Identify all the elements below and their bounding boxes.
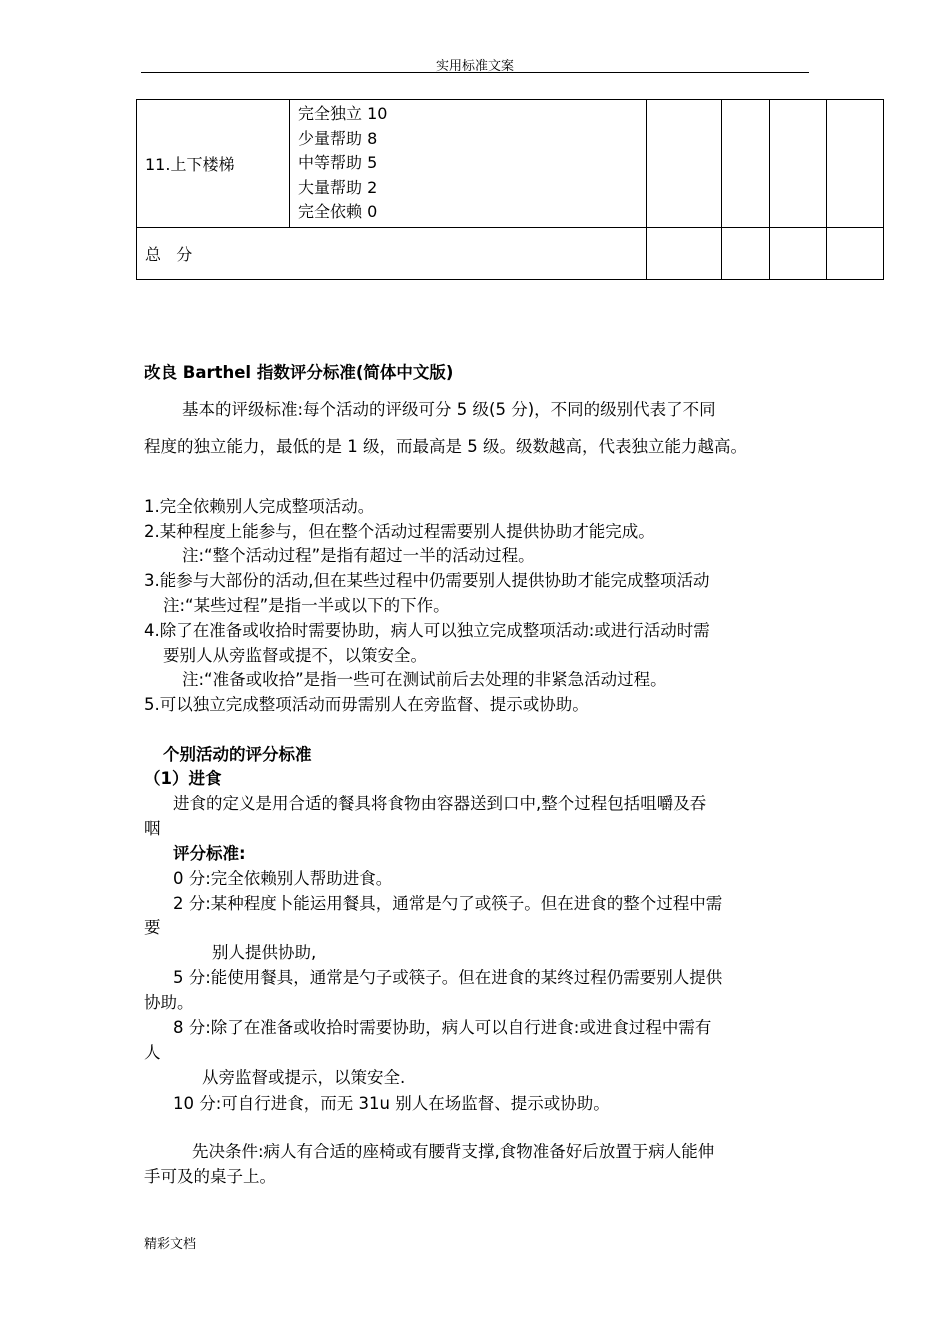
table-row bbox=[137, 227, 884, 279]
criteria-line: 别人提供协助, bbox=[212, 943, 317, 962]
score-cell bbox=[770, 227, 827, 279]
score-table bbox=[136, 99, 884, 280]
page-header: 实用标准文案 bbox=[435, 59, 514, 74]
note-line: 注:“准备或收拾”是指一些可在测试前后去处理的非紧急活动过程。 bbox=[182, 670, 667, 689]
option-item: 完全依赖 0 bbox=[298, 202, 378, 222]
paragraph-line: 咽 bbox=[144, 819, 161, 838]
section-title: 改良 Barthel 指数评分标准(简体中文版) bbox=[144, 363, 454, 382]
paragraph-line: 先决条件:病人有合适的座椅或有腰背支撑,食物准备好后放置于病人能伸 bbox=[192, 1142, 715, 1161]
list-item: 4.除了在准备或收拾时需要协助，病人可以独立完成整项活动:或进行活动时需 bbox=[144, 621, 710, 640]
criteria-label: 评分标准: bbox=[173, 844, 246, 863]
list-item: 2.某种程度上能参与，但在整个活动过程需要别人提供协助才能完成。 bbox=[144, 522, 655, 541]
option-item: 大量帮助 2 bbox=[298, 177, 378, 197]
criteria-line: 10 分:可自行进食，而无 31u 别人在场监督、提示或协助。 bbox=[173, 1094, 610, 1113]
options-cell bbox=[290, 100, 647, 228]
paragraph-line: 进食的定义是用合适的餐具将食物由容器送到口中,整个过程包括咀嚼及吞 bbox=[173, 794, 707, 813]
option-item: 完全独立 10 bbox=[298, 104, 388, 123]
header-divider bbox=[141, 72, 809, 73]
criteria-line: 协助。 bbox=[144, 993, 194, 1012]
criteria-line: 要 bbox=[144, 918, 161, 937]
total-label-cell bbox=[137, 227, 647, 279]
criteria-line: 2 分:某种程度卜能运用餐具，通常是勺了或筷子。但在进食的整个过程中需 bbox=[173, 894, 723, 913]
score-cell bbox=[647, 100, 722, 228]
option-item: 中等帮助 5 bbox=[298, 153, 378, 173]
activity-heading: （1）进食 bbox=[144, 769, 222, 788]
score-cell bbox=[722, 100, 770, 228]
score-cell bbox=[827, 100, 884, 228]
criteria-line: 8 分:除了在准备或收拾时需要协助，病人可以自行进食:或进食过程中需有 bbox=[173, 1018, 712, 1037]
list-item-continuation: 要别人从旁监督或提不，以策安全。 bbox=[163, 646, 427, 665]
paragraph-line: 程度的独立能力，最低的是 1 级，而最高是 5 级。级数越高，代表独立能力越高。 bbox=[144, 437, 747, 456]
score-cell bbox=[770, 100, 827, 228]
subsection-title: 个别活动的评分标准 bbox=[163, 745, 312, 764]
paragraph-line: 基本的评级标准:每个活动的评级可分 5 级(5 分)，不同的级别代表了不同 bbox=[182, 400, 716, 419]
table-row bbox=[137, 100, 884, 228]
total-label: 总 分 bbox=[145, 244, 193, 264]
list-item: 3.能参与大部份的活动,但在某些过程中仍需要别人提供协助才能完成整项活动 bbox=[144, 571, 710, 590]
criteria-line: 人 bbox=[144, 1043, 161, 1062]
item-label: 11.上下楼梯 bbox=[145, 154, 235, 174]
option-item: 少量帮助 8 bbox=[298, 128, 378, 148]
note-line: 注:“整个活动过程”是指有超过一半的活动过程。 bbox=[182, 546, 535, 565]
score-cell bbox=[827, 227, 884, 279]
score-cell bbox=[647, 227, 722, 279]
item-label-cell bbox=[137, 100, 290, 228]
score-cell bbox=[722, 227, 770, 279]
criteria-line: 0 分:完全依赖别人帮助进食。 bbox=[173, 869, 393, 888]
criteria-line: 从旁监督或提示，以策安全. bbox=[202, 1068, 406, 1087]
list-item: 5.可以独立完成整项活动而毋需别人在旁监督、提示或协助。 bbox=[144, 695, 589, 714]
list-item: 1.完全依赖别人完成整项活动。 bbox=[144, 497, 375, 516]
paragraph-line: 手可及的桌子上。 bbox=[144, 1167, 276, 1186]
note-line: 注:“某些过程”是指一半或以下的下作。 bbox=[163, 596, 450, 615]
page-footer: 精彩文档 bbox=[144, 1237, 197, 1252]
criteria-line: 5 分:能使用餐具，通常是勺子或筷子。但在进食的某终过程仍需要别人提供 bbox=[173, 968, 723, 987]
